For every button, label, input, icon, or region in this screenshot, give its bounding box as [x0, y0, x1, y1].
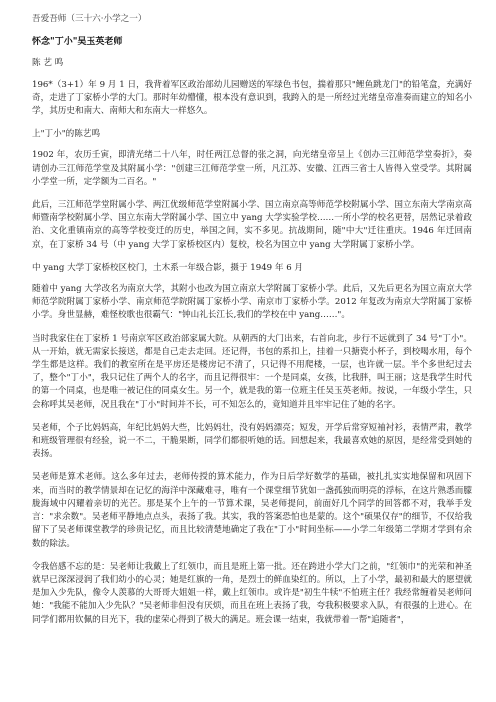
photo-caption-2: 中 yang 大学丁家桥校区校门，土木系一年级合影，摄于 1949 年 6 月: [32, 262, 303, 273]
paragraph-8: 令我倍感不忘的是：吴老师让我戴上了红领巾，而且是班上第一批。还在跨进小学大门之前，"红领巾"的光荣和神圣就早已深深浸润了我们幼小的心灵；她是红旗的一角，是烈士的鲜血染红的。所以，上了小学，最初和最大的愿望就是加入少先队，像令人羡慕的大哥哥大姐姐一样，戴上红领巾。或许是"初生牛犊"不怕班主任？我经常缠着吴老师问她："我能不能加入少先队？"吴老师非但没有厌烦，而且在班上表扬了我，夸我积极要求入队，有很强的上进心。在同学们都用钦佩的目光下，我的虚荣心得到了极大的满足。班会课一结束，我就带着一帮"追随者"，: [32, 561, 472, 625]
paragraph-4: 随着中 yang 大学改名为南京大学，其附小也改为国立南京大学附属丁家桥小学。此后，又先后更名为国立南京大学师范学院附属丁家桥小学、南京师范学院附属丁家桥小学、南京市丁家桥小学。2012 年复改为南京大学附属丁家桥小学。身世显赫，难怪校歌也很霸气："钟山礼长江长,我们的学校在中 yang……"。: [32, 284, 472, 321]
paragraph-3: 此后，三江师范学堂附属小学、两江优级师范学堂附属小学、国立南京高等师范学校附属小学、国立东南大学南京高师暨南学校附属小学、国立东南大学附属小学、国立中 yang 大学实验学校……一所小学的校名更替，居然记录着政治、文化重镇南京的高等学校变迁的历史，举国之间，实不多见。抗战期间，随"中大"迁往重庆。1946 年迁回南京，在丁家桥 34 号（中 yang 大学丁家桥校区内）复校，校名为国立中 yang 大学附属丁家桥小学。: [32, 200, 472, 250]
series-label: 吾爱吾师（三十六·小学之一）: [32, 14, 147, 24]
author-name: 陈 艺 鸣: [32, 58, 64, 69]
paragraph-6: 吴老师，个子比妈妈高，年纪比妈妈大些，比妈妈壮，没有妈妈漂亮；短发，开学后常穿短袖衬衫，表情严肃，教学和班级管理很有经验，说一不二，干脆果断，同学们都很听她的话。回想起来，我最喜欢她的原因，是经常受到她的表扬。: [32, 422, 472, 460]
paragraph-5: 当时我家住在丁家桥 1 号南京军区政治部家属大院。从朝西的大门出来，右首向北，步行不远就到了 34 号"丁小"。从一开始，就无需家长接送，都是自己走去走回。还记得，书包的系扣上，挂着一只搪瓷小杯子，到校喝水用，每个学生都是这样。我们的教室所在是平房还是楼房记不清了，只记得不用爬楼，一层，也许就一层。半个多世纪过去了，整个"丁小"，我只记住了两个人的名字，而且记得很牢：一个是同桌，女孩，比我胖，叫王丽；这是我学生时代的第一个同桌，也是唯一被记住的同桌女生。另一个，就是我的第一位班主任吴玉英老师。按说，一年级小学生，只会称呼其吴老师，况且我在"丁小"时间并不长，可不知怎么的，竟知道并且牢牢记住了她的名字。: [32, 333, 472, 410]
paragraph-7: 吴老师是算术老师。这么多年过去，老师传授的算术能力，作为日后学好数学的基础，被扎扎实实地保留和巩固下来，而当时的教学情景却在记忆的海洋中深藏难寻，唯有一个课堂细节犹如一盏孤独而明亮的浮标，在这片熟悉而朦胧海域中闪耀着亲切的光芒。那是某个上午的一节算术课，吴老师提问，前面好几个同学的回答都不对，我举手发言："求余数"。吴老师平静地点点头，表扬了我。其实，我的答案恐怕也是蒙的。这个"硕果仅存"的细节，不仅给我留下了吴老师课堂教学的珍贵记忆，而且比较清楚地确定了我在"丁小"时间坐标——小学二年级第二学期才学到有余数的除法。: [32, 472, 472, 549]
paragraph-1: 196*（3+1）年 9 月 1 日，我背着军区政治部幼儿园赠送的军绿色书包，揣着那只"鲤鱼跳龙门"的铅笔盒，充满好奇，走进了丁家桥小学的大门。那时年幼懵懂，根本没有意识到，我跨入的是一所经过光绪皇帝准奏而建立的知名小学，其历史和南大、南师大和东南大一样悠久。: [32, 79, 472, 117]
article-title: 怀念"丁小"吴玉英老师: [32, 37, 123, 48]
photo-caption-1: 上"丁小"的陈艺鸣: [32, 129, 101, 140]
paragraph-2: 1902 年，农历壬寅，即清光绪二十八年，时任两江总督的张之洞，向光绪皇帝呈上《创办三江师范学堂奏折》，奏请创办三江师范学堂及其附属小学："创建三江师范学堂一所，凡江苏、安徽、江西三省士人皆得入堂受学。其附属小学堂一所，定学额为二百名。": [32, 150, 472, 187]
